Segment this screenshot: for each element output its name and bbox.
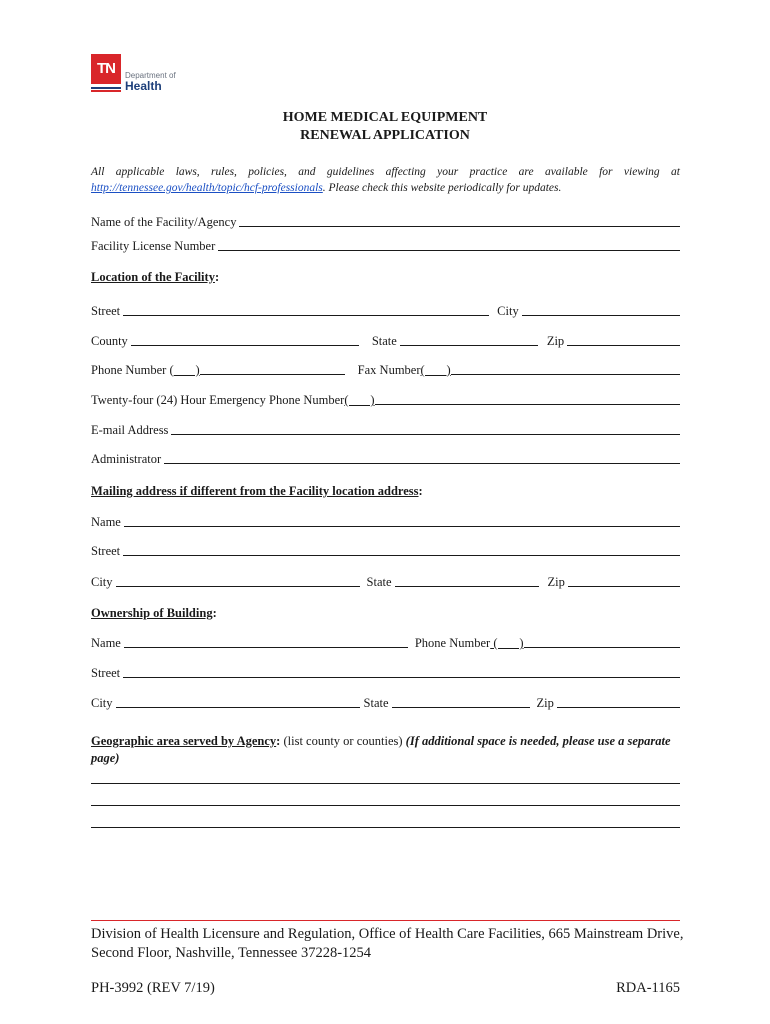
mailing-street-label: Street — [91, 544, 121, 558]
logo-stripe-red — [91, 90, 121, 92]
fax-label: Fax Number — [357, 363, 421, 377]
geographic-note: (If additional space is needed, please use a separate page) — [91, 734, 671, 765]
emergency-phone-label: Twenty-four (24) Hour Emergency Phone Number — [91, 393, 345, 407]
owner-city-row — [91, 693, 680, 711]
geographic-line-2[interactable] — [91, 805, 680, 806]
geographic-line-3[interactable] — [91, 827, 680, 828]
owner-zip-label: Zip — [536, 696, 554, 710]
facility-name-row — [91, 212, 680, 230]
facility-name-label: Name of the Facility/Agency — [91, 215, 237, 229]
mailing-name-row — [91, 512, 680, 530]
mailing-zip-field[interactable] — [568, 586, 680, 587]
fax-area-code-field[interactable]: ( ) — [420, 363, 451, 377]
location-county-row — [91, 331, 680, 349]
owner-city-field[interactable] — [116, 707, 360, 708]
intro-text: All applicable laws, rules, policies, and guidelines affecting your practice are available for viewing at — [91, 166, 680, 178]
owner-state-label: State — [363, 696, 389, 710]
owner-phone-label: Phone Number — [414, 636, 491, 650]
intro-suffix: . Please check this website periodically for updates. — [322, 182, 562, 194]
logo-health-text: Health — [125, 79, 162, 93]
form-title-line1: HOME MEDICAL EQUIPMENT — [282, 110, 488, 125]
license-number-label: Facility License Number — [91, 239, 216, 253]
footer-divider — [91, 920, 680, 921]
ownership-heading: Ownership of Building: — [91, 606, 217, 620]
emergency-phone-row — [91, 390, 680, 408]
location-phone-row — [91, 360, 680, 378]
rda-number: RDA-1165 — [616, 980, 680, 996]
geographic-line-1[interactable] — [91, 783, 680, 784]
form-title-line2: RENEWAL APPLICATION — [300, 128, 470, 143]
mailing-city-field[interactable] — [116, 586, 360, 587]
state-label: State — [371, 334, 397, 348]
email-label: E-mail Address — [91, 423, 169, 437]
mailing-name-label: Name — [91, 515, 121, 529]
mailing-street-row — [91, 541, 680, 559]
logo-stripe-blue — [91, 87, 121, 89]
owner-state-field[interactable] — [392, 707, 530, 708]
phone-label: Phone Number ( — [91, 363, 174, 377]
phone-area-code-field[interactable]: ) — [173, 363, 200, 377]
owner-name-row — [91, 633, 680, 651]
license-number-row — [91, 236, 680, 254]
intro-paragraph — [91, 164, 680, 196]
owner-street-row — [91, 663, 680, 681]
owner-phone-field[interactable] — [524, 647, 680, 648]
city-label: City — [497, 304, 519, 318]
mailing-city-label: City — [91, 575, 113, 589]
street-field[interactable] — [123, 315, 489, 316]
county-field[interactable] — [131, 345, 359, 346]
mailing-state-field[interactable] — [395, 586, 539, 587]
administrator-field[interactable] — [164, 463, 680, 464]
facility-name-field[interactable] — [239, 226, 680, 227]
mailing-street-field[interactable] — [123, 555, 680, 556]
form-number: PH-3992 (REV 7/19) — [91, 980, 215, 996]
mailing-name-field[interactable] — [124, 526, 680, 527]
emergency-area-code-field[interactable]: ( ) — [344, 393, 375, 407]
resources-link[interactable]: http://tennessee.gov/health/topic/hcf-professionals — [91, 182, 323, 194]
owner-city-label: City — [91, 696, 113, 710]
city-field[interactable] — [522, 315, 680, 316]
administrator-row — [91, 449, 680, 467]
mailing-heading: Mailing address if different from the Facility location address: — [91, 484, 423, 498]
mailing-state-label: State — [366, 575, 392, 589]
state-field[interactable] — [400, 345, 538, 346]
emergency-phone-field[interactable] — [375, 404, 680, 405]
zip-label: Zip — [546, 334, 565, 348]
mailing-city-row — [91, 572, 680, 590]
geographic-heading: Geographic area served by Agency — [91, 734, 277, 748]
email-field[interactable] — [171, 434, 680, 435]
mailing-zip-label: Zip — [547, 575, 565, 589]
tn-health-logo — [91, 54, 181, 94]
owner-area-code-field[interactable]: ( ) — [490, 636, 524, 650]
owner-zip-field[interactable] — [557, 707, 680, 708]
license-number-field[interactable] — [218, 250, 680, 251]
footer-address: Division of Health Licensure and Regulation, Office of Health Care Facilities, 665 Mainstream Drive, Second Floor, Nashville, Tennessee 37228-1254 — [91, 926, 684, 961]
geographic-section: Geographic area served by Agency: (list county or counties) (If additional space is needed, please use a separate page) — [91, 734, 671, 765]
geographic-instruction: (list county or counties) — [280, 734, 406, 748]
fax-field[interactable] — [451, 374, 680, 375]
owner-street-label: Street — [91, 666, 121, 680]
owner-name-label: Name — [91, 636, 121, 650]
county-label: County — [91, 334, 128, 348]
location-street-row — [91, 301, 680, 319]
location-heading: Location of the Facility: — [91, 270, 220, 284]
tn-logo-mark: TN — [91, 54, 121, 84]
logo-dept-text: Department of — [125, 71, 176, 80]
owner-name-field[interactable] — [124, 647, 408, 648]
phone-field[interactable] — [200, 374, 345, 375]
zip-field[interactable] — [567, 345, 680, 346]
owner-street-field[interactable] — [123, 677, 680, 678]
administrator-label: Administrator — [91, 452, 162, 466]
street-label: Street — [91, 304, 121, 318]
email-row — [91, 420, 680, 438]
